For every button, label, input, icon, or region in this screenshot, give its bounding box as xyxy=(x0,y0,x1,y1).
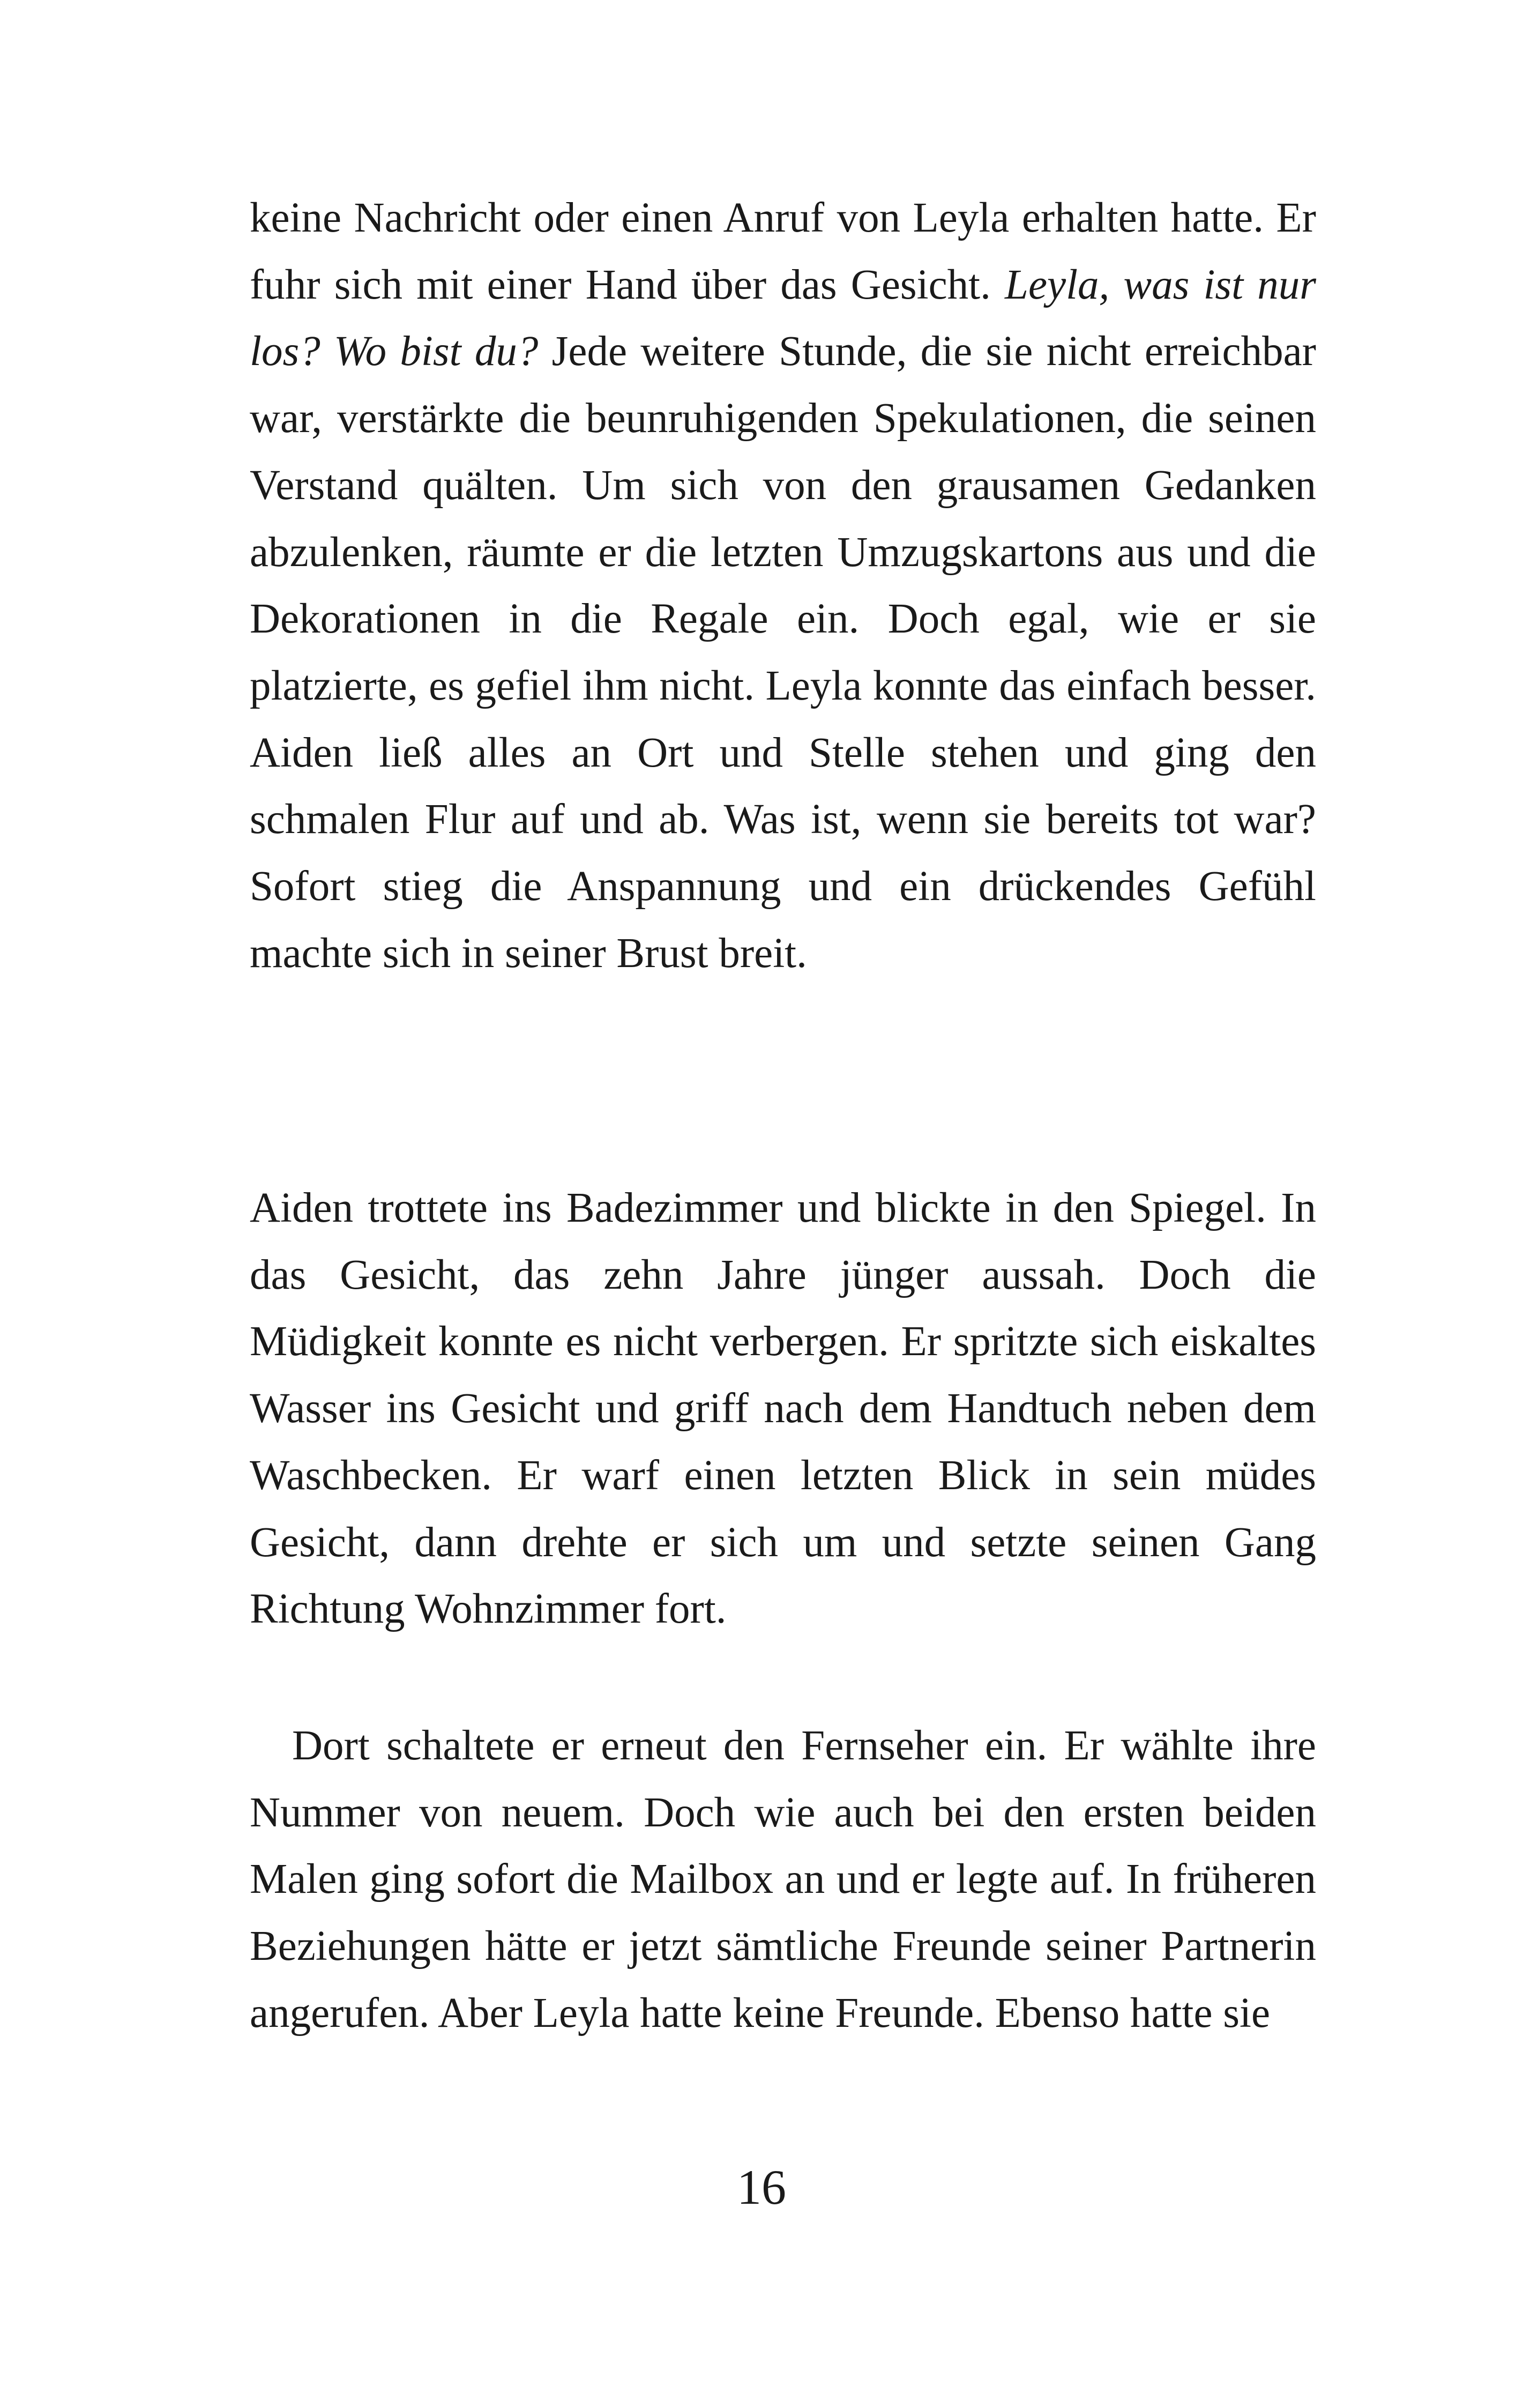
paragraph-1-end: Jede weitere Stunde, die sie nicht erreichbar war, verstärkte die beunruhigenden Spekulationen, die seinen Verstand quälten. Um sich von den grausamen Gedanken abzulenken, räumte er die letzten Umzugskartons aus und die Dekorationen in die Regale ein. Doch egal, wie er sie platzierte, es gefiel ihm nicht. Leyla konnte das einfach besser. Aiden ließ alles an Ort und Stelle stehen und ging den schmalen Flur auf und ab. Was ist, wenn sie bereits tot war? Sofort stieg die Anspannung und ein drückendes Gefühl machte sich in seiner Brust breit. xyxy=(250,328,1316,977)
paragraph-2-text: Aiden trottete ins Badezimmer und blickte in den Spiegel. In das Gesicht, das zehn Jahre jünger aussah. Doch die Müdigkeit konnte es nicht verbergen. Er spritzte sich eiskaltes Wasser ins Gesicht und griff nach dem Handtuch neben dem Waschbecken. Er warf einen letzten Blick in sein müdes Gesicht, dann drehte er sich um und setzte seinen Gang Richtung Wohnzimmer fort. xyxy=(250,1185,1316,1633)
paragraph-1-italic-thought: Leyla, was ist nur los? Wo bist du? xyxy=(250,261,1316,375)
paragraph-3 xyxy=(250,1713,1316,2047)
paragraph-1-start: keine Nachricht oder einen Anruf von Leyla erhalten hatte. Er fuhr sich mit einer Hand über das Gesicht. xyxy=(250,195,1316,308)
paragraph-1 xyxy=(250,185,1316,987)
paragraph-1-text xyxy=(250,185,1316,987)
paragraph-3-text: Dort schaltete er erneut den Fernseher ein. Er wählte ihre Nummer von neuem. Doch wie auch bei den ersten beiden Malen ging sofort die Mailbox an und er legte auf. In früheren Beziehungen hätte er jetzt sämtliche Freunde seiner Partnerin angerufen. Aber Leyla hatte keine Freunde. Ebenso hatte sie xyxy=(250,1722,1316,2037)
page-number: 16 xyxy=(737,2160,786,2214)
paragraph-2 xyxy=(250,1175,1316,1643)
